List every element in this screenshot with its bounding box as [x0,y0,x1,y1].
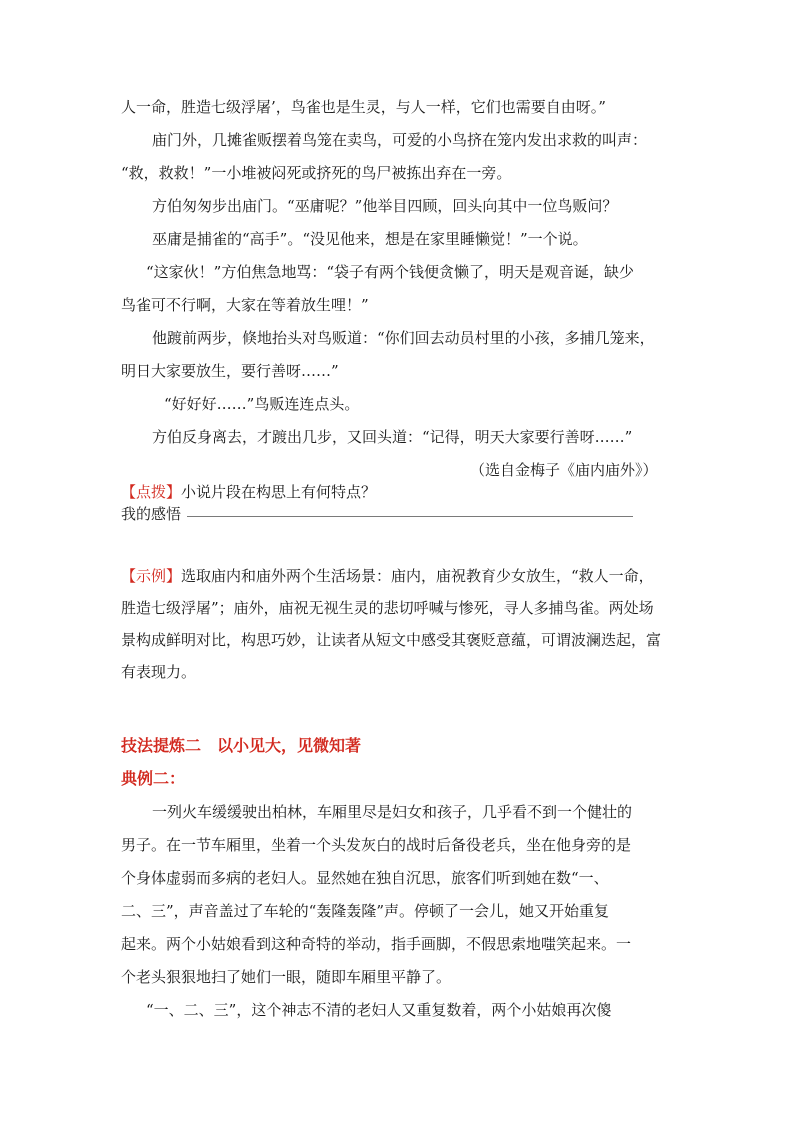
passage-line: 男子。在一节车厢里，坐着一个头发灰白的战时后备役老兵，坐在他身旁的是 [121,836,632,854]
story-source: （选自金梅子《庙内庙外》） [470,461,658,479]
example-line: 有表现力。 [121,663,197,681]
feeling-label: 我的感悟 [121,505,182,523]
story-line: 方伯反身离去，才踱出几步，又回头道：“记得，明天大家要行善呀……” [152,428,633,446]
hint-question [121,482,376,502]
story-line: 明日大家要放生，要行善呀……” [121,362,339,380]
story-line: “好好好……”鸟贩连连点头。 [164,395,360,413]
story-line: 方伯匆匆步出庙门。“巫庸呢？”他举目四顾，回头向其中一位鸟贩问？ [152,197,618,215]
hint-tag: 【点拨】 [121,483,182,501]
example-label: 典例二： [121,769,186,788]
passage-line: 一列火车缓缓驶出柏林，车厢里尽是妇女和孩子，几乎看不到一个健壮的 [152,803,633,821]
passage-line: 二、三”，声音盖过了车轮的“轰隆轰隆”声。停顿了一会儿，她又开始重复 [121,902,610,920]
example-text: 选取庙内和庙外两个生活场景：庙内，庙祝教育少女放生，“救人一命， [181,567,654,585]
story-line: 庙门外，几摊雀贩摆着鸟笼在卖鸟，可爱的小鸟挤在笼内发出求救的叫声： [152,131,648,149]
example-line [121,566,654,586]
story-line: 鸟雀可不行啊，大家在等着放生哩！” [121,296,369,314]
example-line: 景构成鲜明对比，构思巧妙，让读者从短文中感受其褒贬意蕴，可谓波澜迭起，富 [121,631,662,649]
story-line: 巫庸是捕雀的“高手”。“没见他来，想是在家里睡懒觉！”一个说。 [152,230,588,248]
passage-line: 个老头狠狠地扫了她们一眼，随即车厢里平静了。 [121,968,452,986]
example-line: 胜造七级浮屠”；庙外，庙祝无视生灵的悲切呼喊与惨死，寻人多捕鸟雀。两处场 [121,599,654,617]
passage-line: 起来。两个小姑娘看到这种奇特的举动，指手画脚，不假思索地嗤笑起来。一 [121,935,632,953]
example-tag: 【示例】 [121,567,182,585]
passage-line: 个身体虚弱而多病的老妇人。显然她在独自沉思，旅客们听到她在数“一、 [121,869,609,887]
story-line: 他踱前两步，倏地抬头对鸟贩道：“你们回去动员村里的小孩，多捕几笼来， [152,329,655,347]
passage-line: “一、二、三”，这个神志不清的老妇人又重复数着，两个小姑娘再次傻 [146,1001,612,1019]
story-line: “这家伙！”方伯焦急地骂：“袋子有两个钱便贪懒了，明天是观音诞，缺少 [146,263,635,281]
feeling-answer-line[interactable] [187,516,633,517]
section-heading: 技法提炼二 以小见大，见微知著 [121,736,362,755]
story-line: 人一命，胜造七级浮屠’，鸟雀也是生灵，与人一样，它们也需要自由呀。” [121,98,606,116]
hint-question-text: 小说片段在构思上有何特点？ [181,483,377,501]
story-line: “救，救救！”一小堆被闷死或挤死的鸟尸被拣出弃在一旁。 [121,164,512,182]
